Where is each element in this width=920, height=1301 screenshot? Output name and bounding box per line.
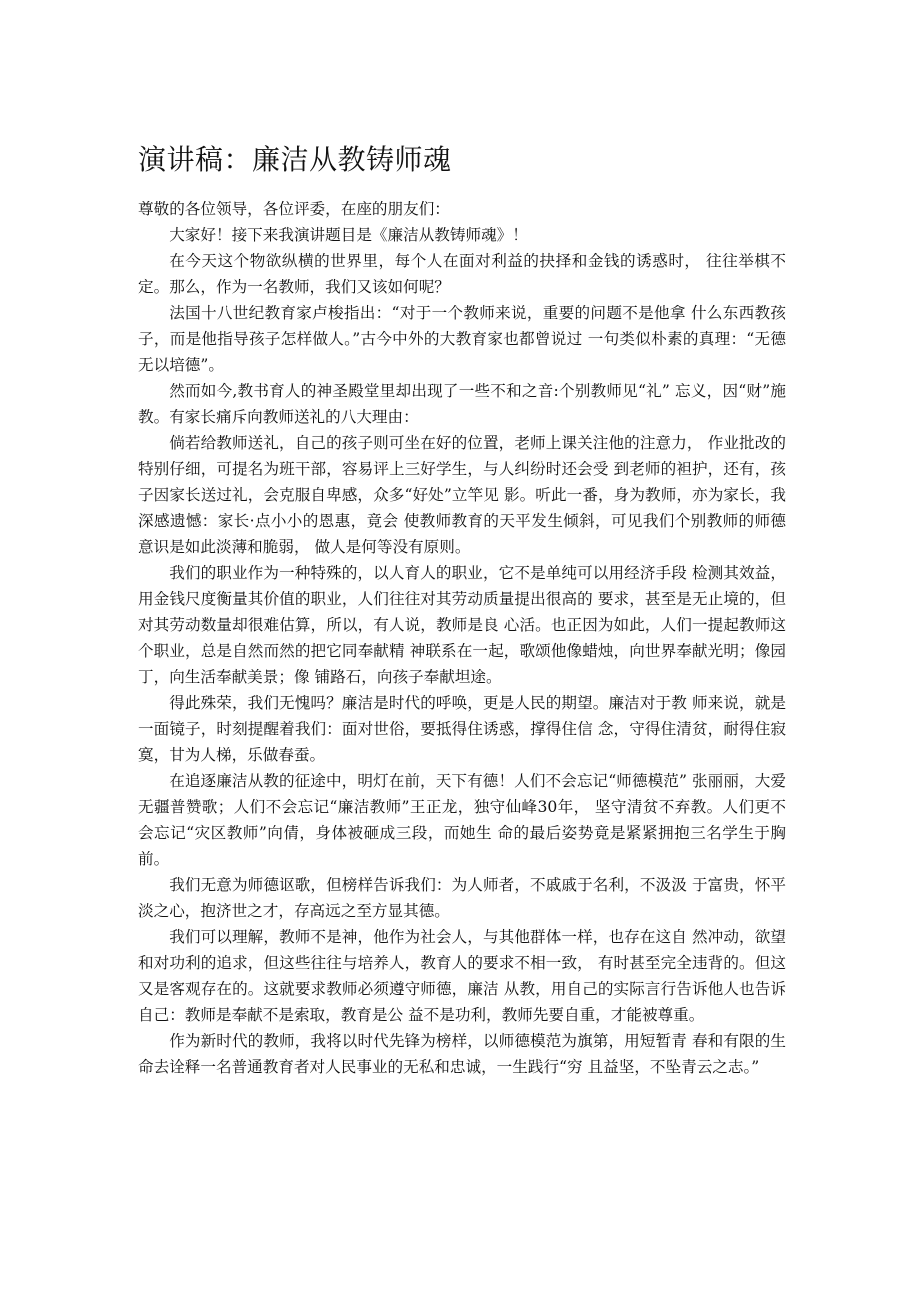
paragraph-8: 在追逐廉洁从教的征途中，明灯在前，天下有德！人们不会忘记“师德模范” 张丽丽，大爱无疆普赞歌；人们不会忘记“廉洁教师”王正龙，独守仙峰30年， 坚守清贫不弃教。人们更不会忘记“灾区教师”向倩，身体被砸成三段，而她生 命的最后姿势竟是紧紧拥抱三名学生于胸前。 xyxy=(138,772,786,868)
salutation: 尊敬的各位领导，各位评委，在座的朋友们： xyxy=(138,200,450,218)
paragraph-5: 倘若给教师送礼，自己的孩子则可坐在好的位置，老师上课关注他的注意力， 作业批改的特别仔细，可提名为班干部，容易评上三好学生，与人纠纷时还会受 到老师的袒护，还有，孩子因家长送过礼，会克服自卑感，众多“好处”立竿见 影。听此一番，身为教师，亦为家长，我深感遗憾：家长·点小小的恩惠，竟会 使教师教育的天平发生倾斜，可见我们个别教师的师德意识是如此淡薄和脆弱， 做人是何等没有原则。 xyxy=(138,434,786,556)
paragraph-6: 我们的职业作为一种特殊的，以人育人的职业，它不是单纯可以用经济手段 检测其效益，用金钱尺度衡量其价值的职业，人们往往对其劳动质量提出很高的 要求，甚至是无止境的，但对其劳动数量却很难估算，所以，有人说，教师是良 心活。也正因为如此，人们一提起教师这个职业，总是自然而然的把它同奉献精 神联系在一起，歌颂他像蜡烛，向世界奉献光明；像园丁，向生活奉献美景；像 铺路石，向孩子奉献坦途。 xyxy=(138,564,786,686)
document-title: 演讲稿：廉洁从教铸师魂 xyxy=(138,143,452,176)
paragraph-3: 法国十八世纪教育家卢梭指出：“对于一个教师来说，重要的问题不是他拿 什么东西教孩子，而是他指导孩子怎样做人。”古今中外的大教育家也都曾说过 一句类似朴素的真理：“无德无以培德”。 xyxy=(138,304,786,374)
paragraph-2: 在今天这个物欲纵横的世界里，每个人在面对利益的抉择和金钱的诱惑时， 往往举棋不定。那么，作为一名教师，我们又该如何呢？ xyxy=(138,252,786,296)
paragraph-1: 大家好！接下来我演讲题目是《廉洁从教铸师魂》！ xyxy=(169,226,528,244)
paragraph-10: 我们可以理解，教师不是神，他作为社会人，与其他群体一样，也存在这自 然冲动，欲望和对功利的追求，但这些往往与培养人，教育人的要求不相一致， 有时甚至完全违背的。但这又是客观存在的。这就要求教师必须遵守师德，廉洁 从教，用自己的实际言行告诉他人也告诉自己：教师是奉献不是索取，教育是公 益不是功利，教师先要自重，才能被尊重。 xyxy=(138,928,786,1024)
paragraph-7: 得此殊荣，我们无愧吗？廉洁是时代的呼唤，更是人民的期望。廉洁对于教 师来说，就是一面镜子，时刻提醒着我们：面对世俗，要抵得住诱惑，撑得住信 念，守得住清贫，耐得住寂寞，甘为人梯，乐做春蚕。 xyxy=(138,694,786,764)
paragraph-9: 我们无意为师德讴歌，但榜样告诉我们：为人师者，不戚戚于名利，不汲汲 于富贵，怀平淡之心，抱济世之才，存高远之至方显其德。 xyxy=(138,876,786,920)
paragraph-4: 然而如今,教书育人的神圣殿堂里却出现了一些不和之音:个别教师见“礼” 忘义，因“财”施教。有家长痛斥向教师送礼的八大理由： xyxy=(138,382,786,426)
paragraph-11: 作为新时代的教师，我将以时代先锋为榜样，以师德模范为旗第，用短暂青 春和有限的生命去诠释一名普通教育者对人民事业的无私和忠诚，一生践行“穷 且益坚，不坠青云之志。” xyxy=(138,1032,786,1076)
document-body xyxy=(138,196,786,1080)
